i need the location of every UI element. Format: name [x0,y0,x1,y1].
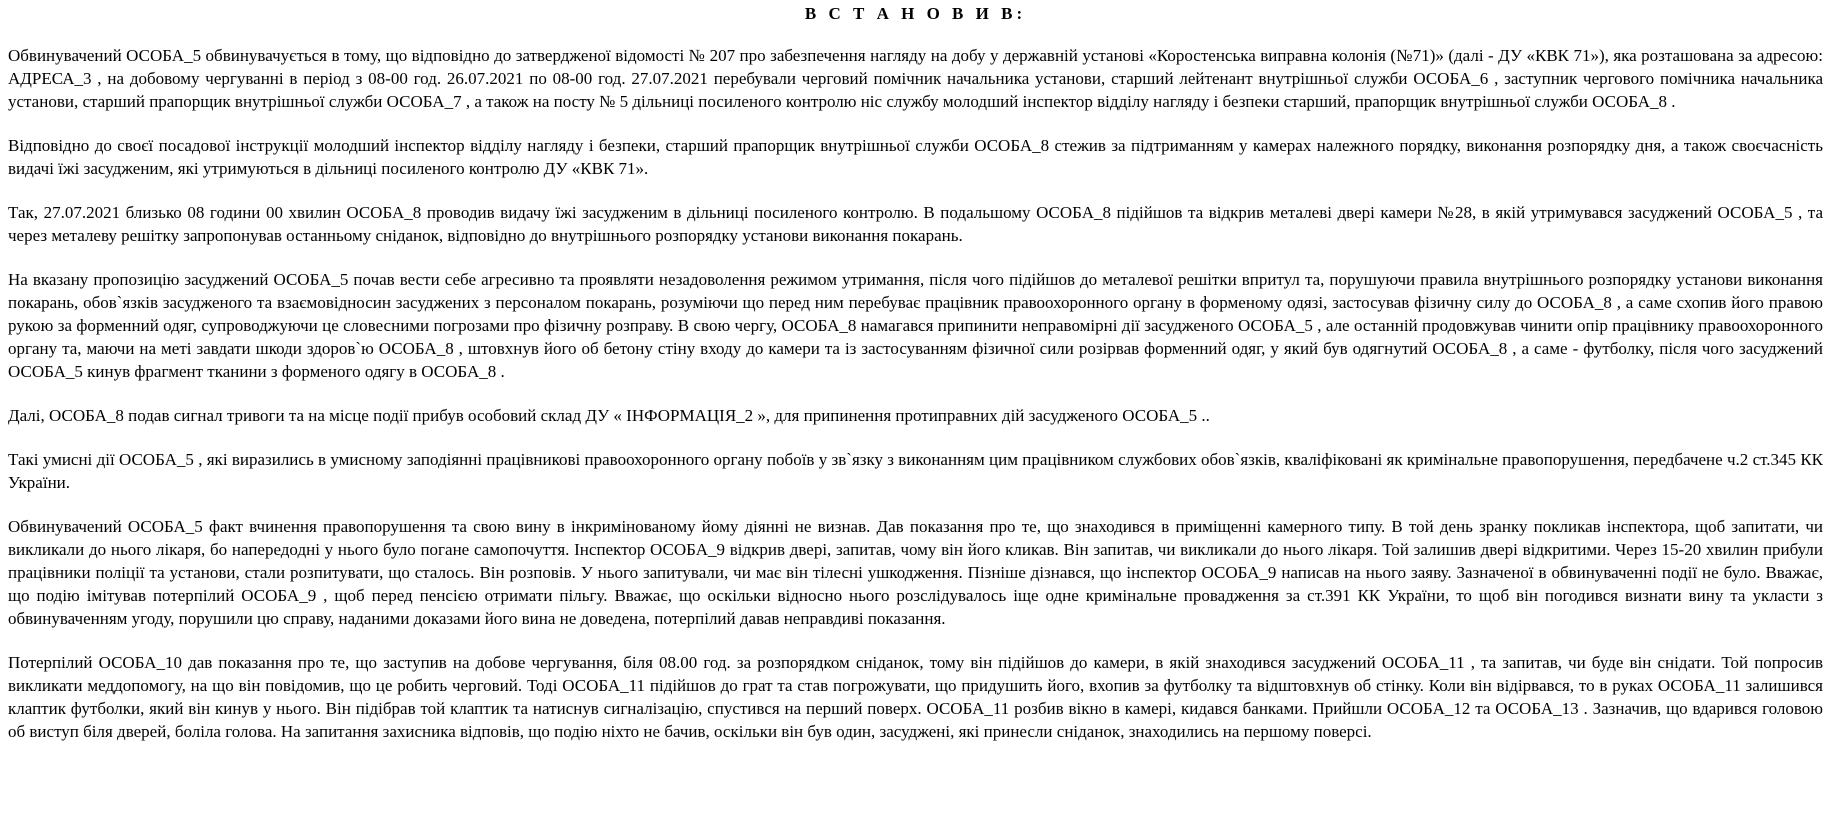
section-heading: В С Т А Н О В И В: [804,4,1027,23]
paragraph-duties: Відповідно до своєї посадової інструкції молодший інспектор відділу нагляду і безпеки, старший прапорщик внутрішньої служби ОСОБА_8 стежив за підтриманням у камерах належного порядку, виконання розпорядку дня, а також своєчасність видачі їжі засудженим, які утримуються в дільниці посиленого контролю ДУ «КВК 71». [8,136,1823,178]
paragraph-defendant-testimony: Обвинувачений ОСОБА_5 факт вчинення правопорушення та свою вину в інкримінованому йому діянні не визнав. Дав показання про те, що знаходився в приміщенні камерного типу. В той день зранку покликав інспектора, щоб запитати, чи викликали до нього лікаря, бо напередодні у нього було погане самопочуття. Інспектор ОСОБА_9 відкрив двері, запитав, чому він його кликав. Він запитав, чи викликали до нього лікаря. Той залишив двері відкритими. Через 15-20 хвилин прибули працівники поліції та установи, стали розпитувати, що сталось. Він розповів. У нього запитували, чи має він тілесні ушкодження. Пізніше дізнався, що інспектор ОСОБА_9 написав на нього заяву. Зазначеної в обвинуваченні події не було. Вважає, що подію імітував потерпілий ОСОБА_9 , щоб перед пенсією отримати пільгу. Вважає, що оскільки відносно нього розслідувалось іще одне кримінальне провадження за ст.391 КК України, то щоб він погодився визнати вину та укласти з обвинуваченням угоду, порушили цю справу, наданими доказами його вина не доведена, потерпілий давав неправдиві показання. [8,517,1823,628]
paragraph-alarm: Далі, ОСОБА_8 подав сигнал тривоги та на місце події прибув особовий склад ДУ « ІНФОРМАЦІЯ_2 », для припинення протиправних дій засудженого ОСОБА_5 .. [8,406,1210,425]
paragraph-assault: На вказану пропозицію засуджений ОСОБА_5 почав вести себе агресивно та проявляти незадоволення режимом утримання, після чого підійшов до металевої решітки впритул та, порушуючи правила внутрішнього розпорядку установи виконання покарань, обов`язків засудженого та взаємовідносин засуджених з персоналом покарань, розуміючи що перед ним перебуває працівник правоохоронного органу в форменому одязі, застосував фізичну силу до ОСОБА_8 , а саме схопив його правою рукою за форменний одяг, супроводжуючи це словесними погрозами про фізичну розправу. В свою чергу, ОСОБА_8 намагався припинити неправомірні дії засудженого ОСОБА_5 , але останній продовжував чинити опір працівнику правоохоронного органу та, маючи на меті завдати шкоди здоров`ю ОСОБА_8 , штовхнув його об бетону стіну входу до камери та із застосуванням фізичної сили розірвав форменний одяг, у який був одягнутий ОСОБА_8 , а саме - футболку, після чого засуджений ОСОБА_5 кинув фрагмент тканини з форменого одягу в ОСОБА_8 . [8,270,1823,381]
paragraph-breakfast: Так, 27.07.2021 близько 08 години 00 хвилин ОСОБА_8 проводив видачу їжі засудженим в дільниці посиленого контролю. В подальшому ОСОБА_8 підійшов та відкрив металеві двері камери №28, в якій утримувався засуджений ОСОБА_5 , та через металеву решітку запропонував останньому сніданок, відповідно до внутрішнього розпорядку установи виконання покарань. [8,203,1823,245]
paragraph-qualification: Такі умисні дії ОСОБА_5 , які виразились в умисному заподіянні працівникові правоохоронного органу побоїв у зв`язку з виконанням цим працівником службових обов`язків, кваліфіковані як кримінальне правопорушення, передбачене ч.2 ст.345 КК України. [8,450,1823,492]
paragraph-victim-testimony: Потерпілий ОСОБА_10 дав показання про те, що заступив на добове чергування, біля 08.00 год. за розпорядком сніданок, тому він підійшов до камери, в якій знаходився засуджений ОСОБА_11 , та запитав, чи буде він снідати. Той попросив викликати меддопомогу, на що він повідомив, що це робить черговий. Тоді ОСОБА_11 підійшов до грат та став погрожувати, що придушить його, вхопив за футболку та відштовхнув об стінку. Коли він відірвався, то в руках ОСОБА_11 залишився клаптик футболки, який він кинув у нього. Він підібрав той клаптик та натиснув сигналізацію, спустився на перший поверх. ОСОБА_11 розбив вікно в камері, кидався банками. Прийшли ОСОБА_12 та ОСОБА_13 . Зазначив, що вдарився головою об виступ біля дверей, боліла голова. На запитання захисника відповів, що подію ніхто не бачив, оскільки він був один, засуджені, які принесли сніданок, знаходились на першому поверсі. [8,653,1823,741]
paragraph-charge: Обвинувачений ОСОБА_5 обвинувачується в тому, що відповідно до затвердженої відомості № 207 про забезпечення нагляду на добу у державній установі «Коростенська виправна колонія (№71)» (далі - ДУ «КВК 71»), яка розташована за адресою: АДРЕСА_3 , на добовому чергуванні в період з 08-00 год. 26.07.2021 по 08-00 год. 27.07.2021 перебували черговий помічник начальника установи, старший лейтенант внутрішньої служби ОСОБА_6 , заступник чергового помічника начальника установи, старший прапорщик внутрішньої служби ОСОБА_7 , а також на посту № 5 дільниці посиленого контролю ніс службу молодший інспектор відділу нагляду і безпеки старший, прапорщик внутрішньої служби ОСОБА_8 . [8,46,1823,111]
